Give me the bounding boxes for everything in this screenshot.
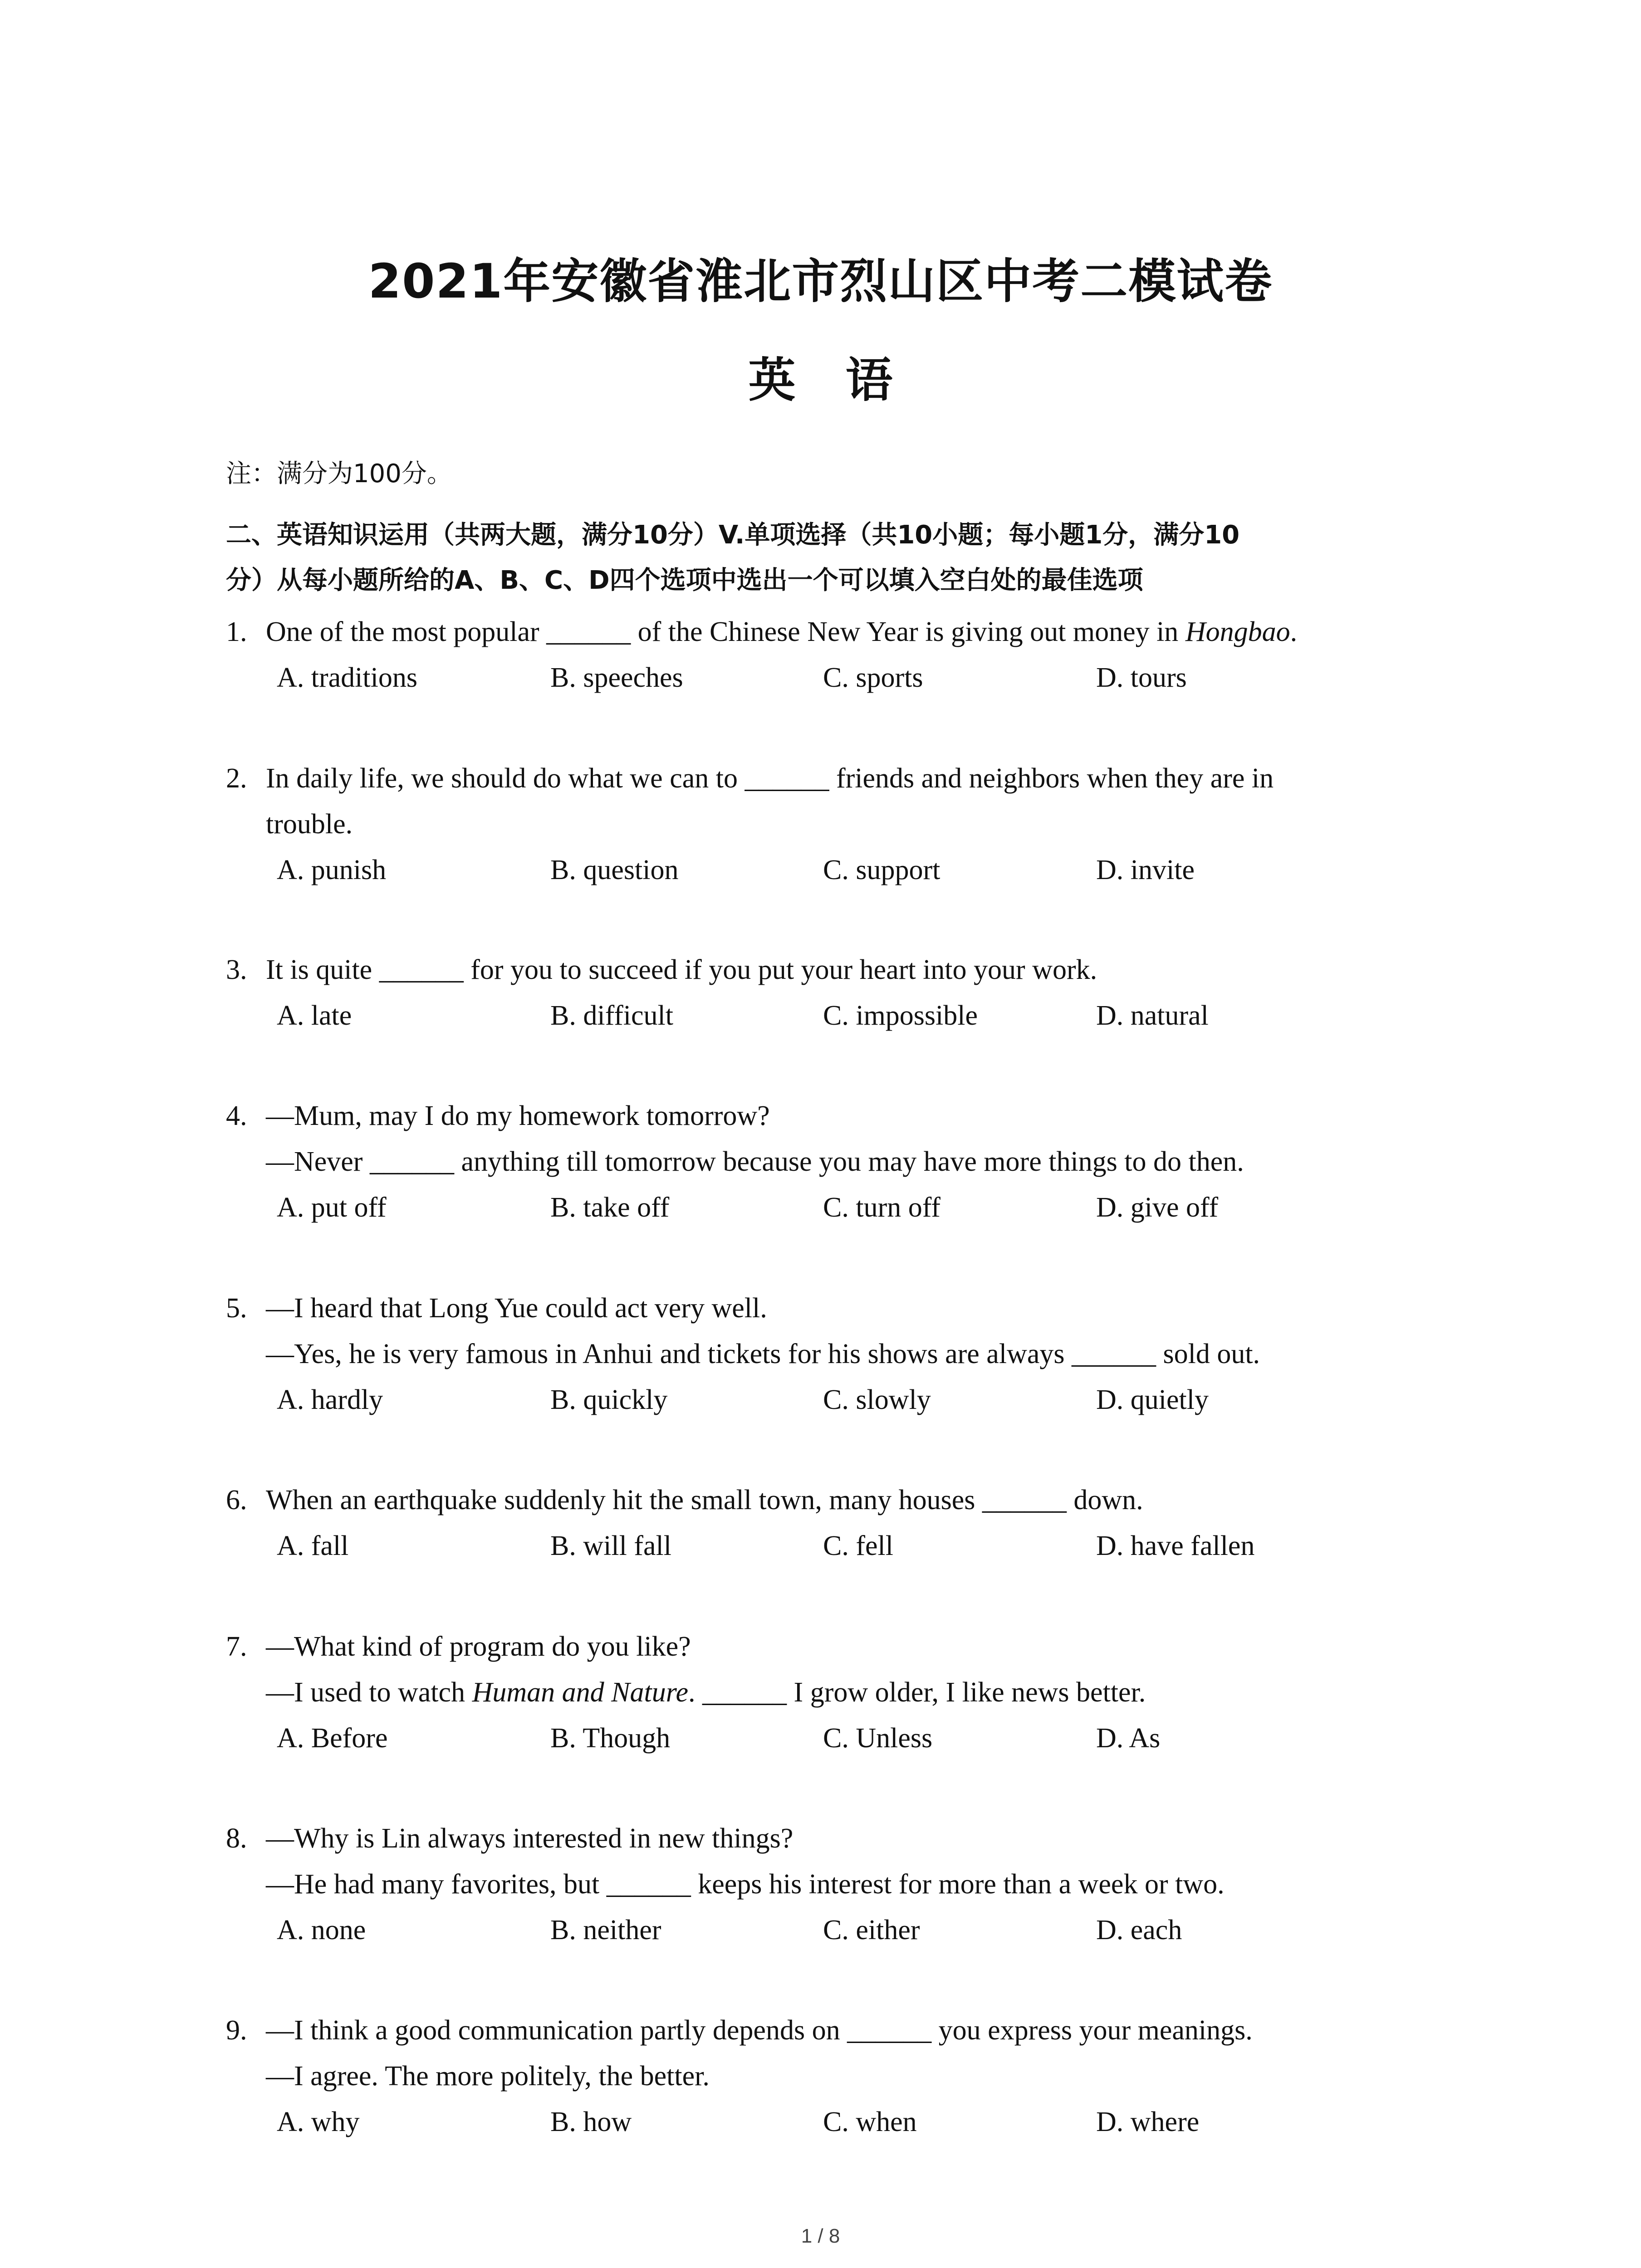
answer-options (226, 847, 1433, 893)
score-note: 注：满分为100分。 (226, 459, 452, 489)
answer-options (226, 1716, 1433, 1761)
question-3 (226, 947, 1433, 1039)
answer-options (226, 2099, 1433, 2145)
question-text: It is quite ______ for you to succeed if you put your heart into your work. (266, 954, 1097, 985)
question-number: 5. (226, 1293, 247, 1324)
question-text-continued: —I agree. The more politely, the better. (266, 2061, 710, 2092)
option-c: C. fell (823, 1530, 893, 1561)
option-c: C. impossible (823, 1000, 978, 1031)
option-c: C. either (823, 1915, 920, 1945)
option-d: D. quietly (1096, 1384, 1209, 1415)
option-b: B. speeches (550, 662, 683, 693)
option-c: C. Unless (823, 1723, 933, 1754)
question-4 (226, 1093, 1433, 1231)
question-text-continued: —Never ______ anything till tomorrow because you may have more things to do then. (266, 1146, 1244, 1177)
option-c: C. slowly (823, 1384, 931, 1415)
option-d: D. each (1096, 1915, 1182, 1945)
question-2 (226, 756, 1433, 893)
option-b: B. take off (550, 1192, 670, 1223)
question-text-continued: —He had many favorites, but ______ keeps his interest for more than a week or two. (266, 1869, 1225, 1900)
option-a: A. put off (277, 1192, 387, 1223)
option-b: B. difficult (550, 1000, 673, 1031)
option-c: C. turn off (823, 1192, 941, 1223)
option-b: B. quickly (550, 1384, 668, 1415)
question-text-continued: trouble. (266, 809, 353, 840)
question-number: 4. (226, 1100, 247, 1131)
question-6 (226, 1477, 1433, 1569)
option-d: D. have fallen (1096, 1530, 1255, 1561)
option-b: B. will fall (550, 1530, 671, 1561)
page-number: 1 / 8 (801, 2225, 840, 2247)
answer-options (226, 655, 1433, 701)
option-a: A. why (277, 2107, 360, 2137)
option-a: A. Before (277, 1723, 388, 1754)
section-instruction-line-2: 分）从每小题所给的A、B、C、D四个选项中选出一个可以填入空白处的最佳选项 (226, 566, 1143, 595)
subject-title: 英语 (748, 352, 943, 408)
option-d: D. natural (1096, 1000, 1209, 1031)
question-text-continued: —Yes, he is very famous in Anhui and tickets for his shows are always ______ sold out. (266, 1339, 1260, 1369)
option-c: C. sports (823, 662, 923, 693)
answer-options (226, 1185, 1433, 1231)
section-instruction-line-1: 二、英语知识运用（共两大题，满分10分）V.单项选择（共10小题；每小题1分，满分10 (226, 520, 1240, 550)
question-5 (226, 1286, 1433, 1423)
exam-title: 2021年安徽省淮北市烈山区中考二模试卷 (368, 254, 1273, 309)
question-number: 3. (226, 954, 247, 985)
option-a: A. traditions (277, 662, 417, 693)
question-text: —What kind of program do you like? (266, 1631, 691, 1662)
question-text: One of the most popular ______ of the Chinese New Year is giving out money in Hongbao. (266, 616, 1298, 647)
question-text: —Why is Lin always interested in new things? (266, 1823, 794, 1854)
question-9 (226, 2008, 1433, 2145)
question-number: 2. (226, 763, 247, 794)
question-number: 1. (226, 616, 247, 647)
option-c: C. support (823, 855, 941, 885)
option-d: D. As (1096, 1723, 1161, 1754)
answer-options (226, 1907, 1433, 1953)
option-b: B. how (550, 2107, 632, 2137)
question-number: 8. (226, 1823, 247, 1854)
answer-options (226, 1377, 1433, 1423)
option-d: D. give off (1096, 1192, 1219, 1223)
question-8 (226, 1816, 1433, 1953)
option-b: B. question (550, 855, 679, 885)
question-text-continued: —I used to watch Human and Nature. ______ I grow older, I like news better. (266, 1677, 1146, 1708)
option-d: D. tours (1096, 662, 1187, 693)
question-text: —Mum, may I do my homework tomorrow? (266, 1100, 770, 1131)
answer-options (226, 993, 1433, 1039)
option-c: C. when (823, 2107, 917, 2137)
question-text: In daily life, we should do what we can to ______ friends and neighbors when they are in (266, 763, 1274, 794)
option-d: D. where (1096, 2107, 1200, 2137)
question-number: 9. (226, 2015, 247, 2046)
question-text: —I think a good communication partly depends on ______ you express your meanings. (266, 2015, 1253, 2046)
option-d: D. invite (1096, 855, 1195, 885)
option-a: A. none (277, 1915, 366, 1945)
question-text: —I heard that Long Yue could act very well. (266, 1293, 767, 1324)
question-7 (226, 1624, 1433, 1761)
option-a: A. fall (277, 1530, 349, 1561)
option-b: B. neither (550, 1915, 661, 1945)
question-number: 6. (226, 1485, 247, 1515)
option-a: A. hardly (277, 1384, 383, 1415)
answer-options (226, 1523, 1433, 1569)
option-a: A. punish (277, 855, 387, 885)
question-number: 7. (226, 1631, 247, 1662)
option-a: A. late (277, 1000, 352, 1031)
question-text: When an earthquake suddenly hit the small town, many houses ______ down. (266, 1485, 1143, 1515)
option-b: B. Though (550, 1723, 671, 1754)
question-1 (226, 609, 1433, 701)
